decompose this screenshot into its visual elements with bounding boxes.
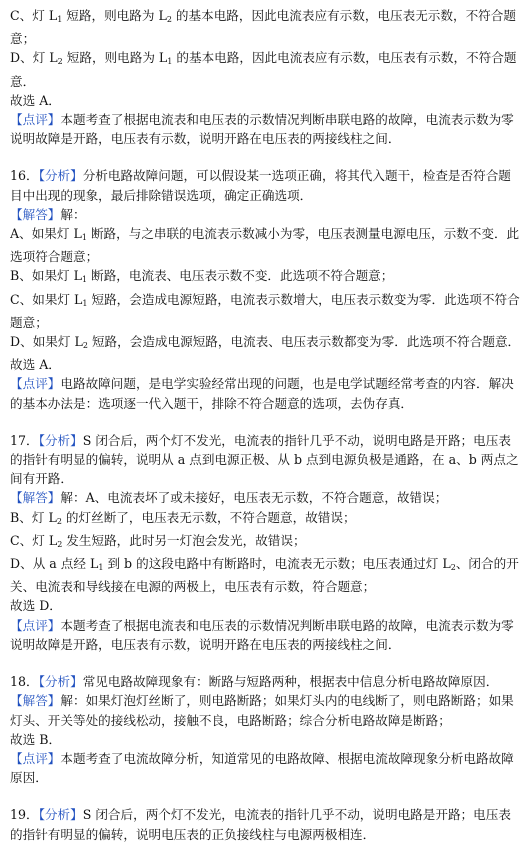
body-text: 的指针有明显的偏转，说明从 a 点到电源正极、从 b 点到电源负极是通路，在 a、b 两点之 xyxy=(10,452,519,468)
text-line xyxy=(10,450,520,469)
text-line xyxy=(10,110,520,129)
body-text: S 闭合后，两个灯不发光，电流表的指针几乎不动，说明电路是开路；电压表 xyxy=(82,807,511,823)
text-line xyxy=(10,691,520,710)
text-line xyxy=(10,508,520,531)
body-text: 目中出现的现象，最后排除错误选项，确定正确选项． xyxy=(10,187,313,203)
body-text: D、从 a 点经 L xyxy=(10,556,99,572)
body-text: S 闭合后，两个灯不发光，电流表的指针几乎不动，说明电路是开路；电压表 xyxy=(82,432,511,448)
subscript: 1 xyxy=(167,57,173,67)
text-line xyxy=(10,825,520,844)
body-text: 发生短路，此时另一灯泡会发光，故错误； xyxy=(62,532,306,548)
body-text: 故选 B． xyxy=(10,731,62,747)
text-line xyxy=(10,290,520,313)
body-text: 的基本电路，因此电流表应有示数，电压表有示数，不符合题 xyxy=(172,50,517,66)
body-text: D、灯 L xyxy=(10,50,58,66)
body-text: 断路，与之串联的电流表示数减小为零，电压表测量电源电压，示数不变．此 xyxy=(86,226,520,242)
text-line xyxy=(10,768,520,787)
text-line xyxy=(10,186,520,205)
body-text: 短路，则电路为 L xyxy=(62,50,168,66)
body-text: 间有开路． xyxy=(10,471,73,487)
body-text: 灯头、开关等处的接线松动，接触不良，电路断路；综合分析电路故障是断路； xyxy=(10,712,451,728)
body-text: 关、电流表和导线接在电源的两极上，电压表有示数，符合题意； xyxy=(10,579,376,595)
text-line xyxy=(10,48,520,71)
body-text: B、灯 L xyxy=(10,509,57,525)
text-line xyxy=(10,554,520,577)
text-line xyxy=(10,488,520,507)
text-line xyxy=(10,672,520,691)
body-text: 意； xyxy=(10,31,36,47)
text-line xyxy=(10,711,520,730)
paragraph-gap xyxy=(10,413,520,431)
body-text: 说明故障是开路，电压表有示数，说明开路在电压表的两接线柱之间． xyxy=(10,131,401,147)
body-text: 说明故障是开路，电压表有示数，说明开路在电压表的两接线柱之间． xyxy=(10,636,401,652)
subscript: 2 xyxy=(56,516,62,526)
body-text: 题意； xyxy=(10,314,48,330)
section-tag: 【分析】 xyxy=(38,168,83,184)
body-text: 、闭合的开 xyxy=(455,556,519,572)
body-text: 本题考查了根据电流表和电压表的示数情况判断串联电路的故障，电流表示数为零 xyxy=(60,112,514,128)
text-line xyxy=(10,313,520,332)
section-tag: 【分析】 xyxy=(38,807,83,823)
text-line xyxy=(10,266,520,289)
body-text: 解： xyxy=(60,206,86,222)
body-text: 断路，电流表、电压表示数不变．此选项不符合题意； xyxy=(87,268,394,284)
text-line xyxy=(10,224,520,247)
body-text: 18． xyxy=(10,674,39,690)
body-text: 的灯丝断了，电压表无示数，不符合题意，故错误； xyxy=(61,509,356,525)
body-text: C、如果灯 L xyxy=(10,291,83,307)
body-text: C、灯 L xyxy=(10,8,58,23)
body-text: 电路故障问题，是电学实验经常出现的问题，也是电学试题经常考查的内容．解决 xyxy=(60,376,514,392)
body-text: 原因． xyxy=(10,770,48,786)
body-text: 短路，会造成电源短路，电流表、电压表示数都变为零．此选项不符合题意． xyxy=(87,334,520,350)
text-line xyxy=(10,805,520,824)
body-text: D、如果灯 L xyxy=(10,334,83,350)
body-text: 17． xyxy=(10,432,39,448)
body-text: 的基本办法是：选项逐一代入题干，排除不符合题意的选项，去伪存真． xyxy=(10,395,413,411)
text-line xyxy=(10,166,520,185)
text-line xyxy=(10,749,520,768)
body-text: 本题考查了根据电流表和电压表的示数情况判断串联电路的故障，电流表示数为零 xyxy=(60,617,514,633)
text-line xyxy=(10,355,520,374)
body-text: 解：如果灯泡灯丝断了，则电路断路；如果灯头内的电线断了，则电路断路；如果 xyxy=(60,693,514,709)
text-line xyxy=(10,29,520,48)
subscript: 2 xyxy=(450,563,456,573)
text-line xyxy=(10,205,520,224)
subscript: 1 xyxy=(57,15,63,24)
body-text: 故选 A． xyxy=(10,357,61,373)
section-tag: 【点评】 xyxy=(10,617,61,633)
section-tag: 【解答】 xyxy=(10,206,61,222)
text-line xyxy=(10,394,520,413)
body-text: 故选 D． xyxy=(10,598,62,614)
subscript: 2 xyxy=(57,57,63,67)
text-line xyxy=(10,247,520,266)
subscript: 2 xyxy=(57,539,63,549)
body-text: 的基本电路，因此电流表应有示数，电压表无示数，不符合题 xyxy=(171,8,516,23)
subscript: 1 xyxy=(82,275,88,285)
subscript: 2 xyxy=(82,341,88,351)
section-tag: 【分析】 xyxy=(38,432,83,448)
body-text: 到 b 的这段电路中有断路时，电流表无示数；电压表通过灯 L xyxy=(103,556,451,572)
text-line xyxy=(10,730,520,749)
subscript: 2 xyxy=(166,15,172,24)
body-text: 分析电路故障问题，可以假设某一选项正确，将其代入题干，检查是否符合题 xyxy=(82,168,511,184)
text-line xyxy=(10,431,520,450)
section-tag: 【解答】 xyxy=(10,693,61,709)
subscript: 1 xyxy=(81,233,87,243)
paragraph-gap xyxy=(10,787,520,805)
text-line xyxy=(10,531,520,554)
body-text: 解：A、电流表坏了或未接好，电压表无示数，不符合题意，故错误； xyxy=(60,490,448,506)
subscript: 1 xyxy=(98,563,104,573)
body-text: 意． xyxy=(10,73,36,89)
body-text: 的指针有明显的偏转，说明电压表的正负接线柱与电源两极相连． xyxy=(10,826,376,842)
section-tag: 【点评】 xyxy=(10,376,61,392)
text-line xyxy=(10,577,520,596)
body-text: 16． xyxy=(10,168,39,184)
text-line xyxy=(10,72,520,91)
text-line xyxy=(10,616,520,635)
text-line xyxy=(10,332,520,355)
text-line xyxy=(10,596,520,615)
body-text: 选项符合题意； xyxy=(10,249,99,265)
body-text: 19． xyxy=(10,807,39,823)
body-text: 常见电路故障现象有：断路与短路两种，根据表中信息分析电路故障原因． xyxy=(82,674,499,690)
section-tag: 【点评】 xyxy=(10,750,61,766)
text-line xyxy=(10,635,520,654)
body-text: A、如果灯 L xyxy=(10,226,82,242)
body-text: 本题考查了电流故障分析，知道常见的电路故障、根据电流故障现象分析电路故障 xyxy=(60,750,514,766)
text-line xyxy=(10,91,520,110)
text-line xyxy=(10,129,520,148)
body-text: 故选 A． xyxy=(10,92,61,108)
body-text: C、灯 L xyxy=(10,532,58,548)
body-text: 短路，则电路为 L xyxy=(62,8,167,23)
section-tag: 【点评】 xyxy=(10,112,61,128)
paragraph-gap xyxy=(10,654,520,672)
body-text: 短路，会造成电源短路，电流表示数增大，电压表示数变为零．此选项不符合 xyxy=(87,291,520,307)
paragraph-gap xyxy=(10,148,520,166)
text-line xyxy=(10,469,520,488)
text-line xyxy=(10,374,520,393)
subscript: 1 xyxy=(82,298,88,308)
body-text: B、如果灯 L xyxy=(10,268,82,284)
text-line xyxy=(10,6,520,29)
section-tag: 【解答】 xyxy=(10,490,61,506)
section-tag: 【分析】 xyxy=(38,674,83,690)
